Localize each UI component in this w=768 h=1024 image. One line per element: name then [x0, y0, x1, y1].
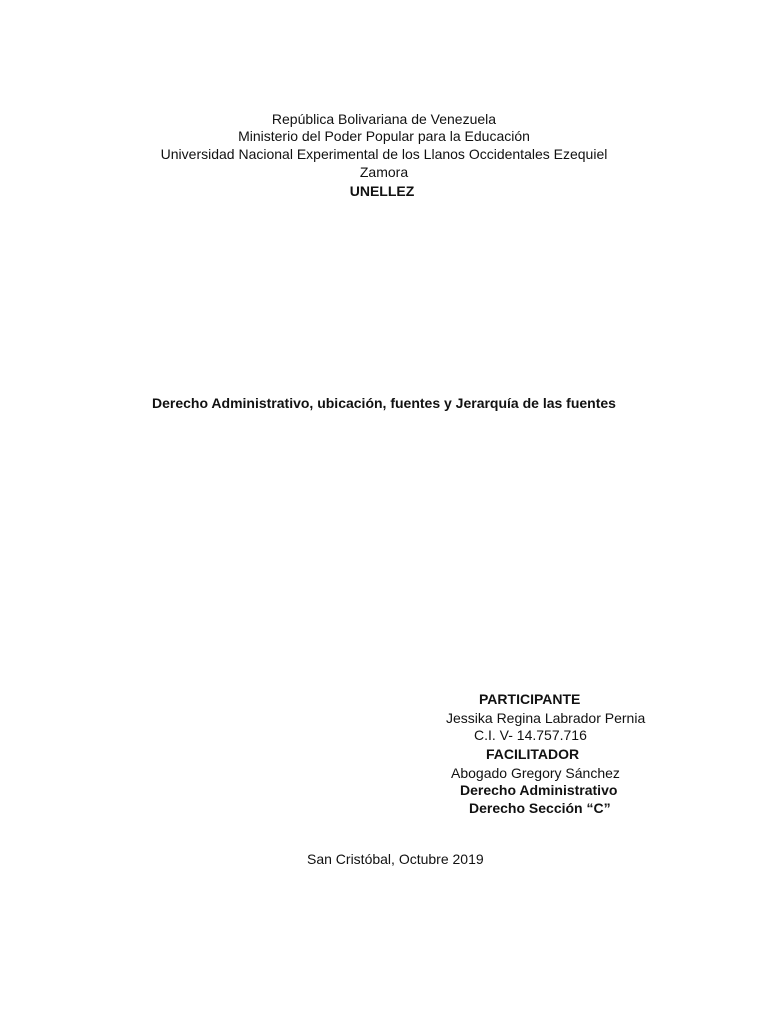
university-acronym: UNELLEZ: [349, 183, 415, 199]
facilitator-label: FACILITADOR: [486, 746, 580, 762]
place-date: San Cristóbal, Octubre 2019: [307, 851, 484, 867]
participant-label: PARTICIPANTE: [479, 691, 581, 707]
course-section: Derecho Sección “C”: [469, 800, 611, 816]
document-title: Derecho Administrativo, ubicación, fuentes y Jerarquía de las fuentes: [152, 395, 616, 411]
university-line-continued: Zamora: [359, 164, 409, 180]
course-name: Derecho Administrativo: [460, 782, 618, 798]
participant-name: Jessika Regina Labrador Pernia: [446, 710, 646, 726]
ministry-line: Ministerio del Poder Popular para la Educación: [238, 128, 530, 144]
facilitator-name: Abogado Gregory Sánchez: [451, 765, 620, 781]
university-line: Universidad Nacional Experimental de los Llanos Occidentales Ezequiel: [160, 146, 608, 162]
participant-id: C.I. V- 14.757.716: [474, 727, 587, 743]
republic-line: República Bolivariana de Venezuela: [271, 111, 497, 127]
